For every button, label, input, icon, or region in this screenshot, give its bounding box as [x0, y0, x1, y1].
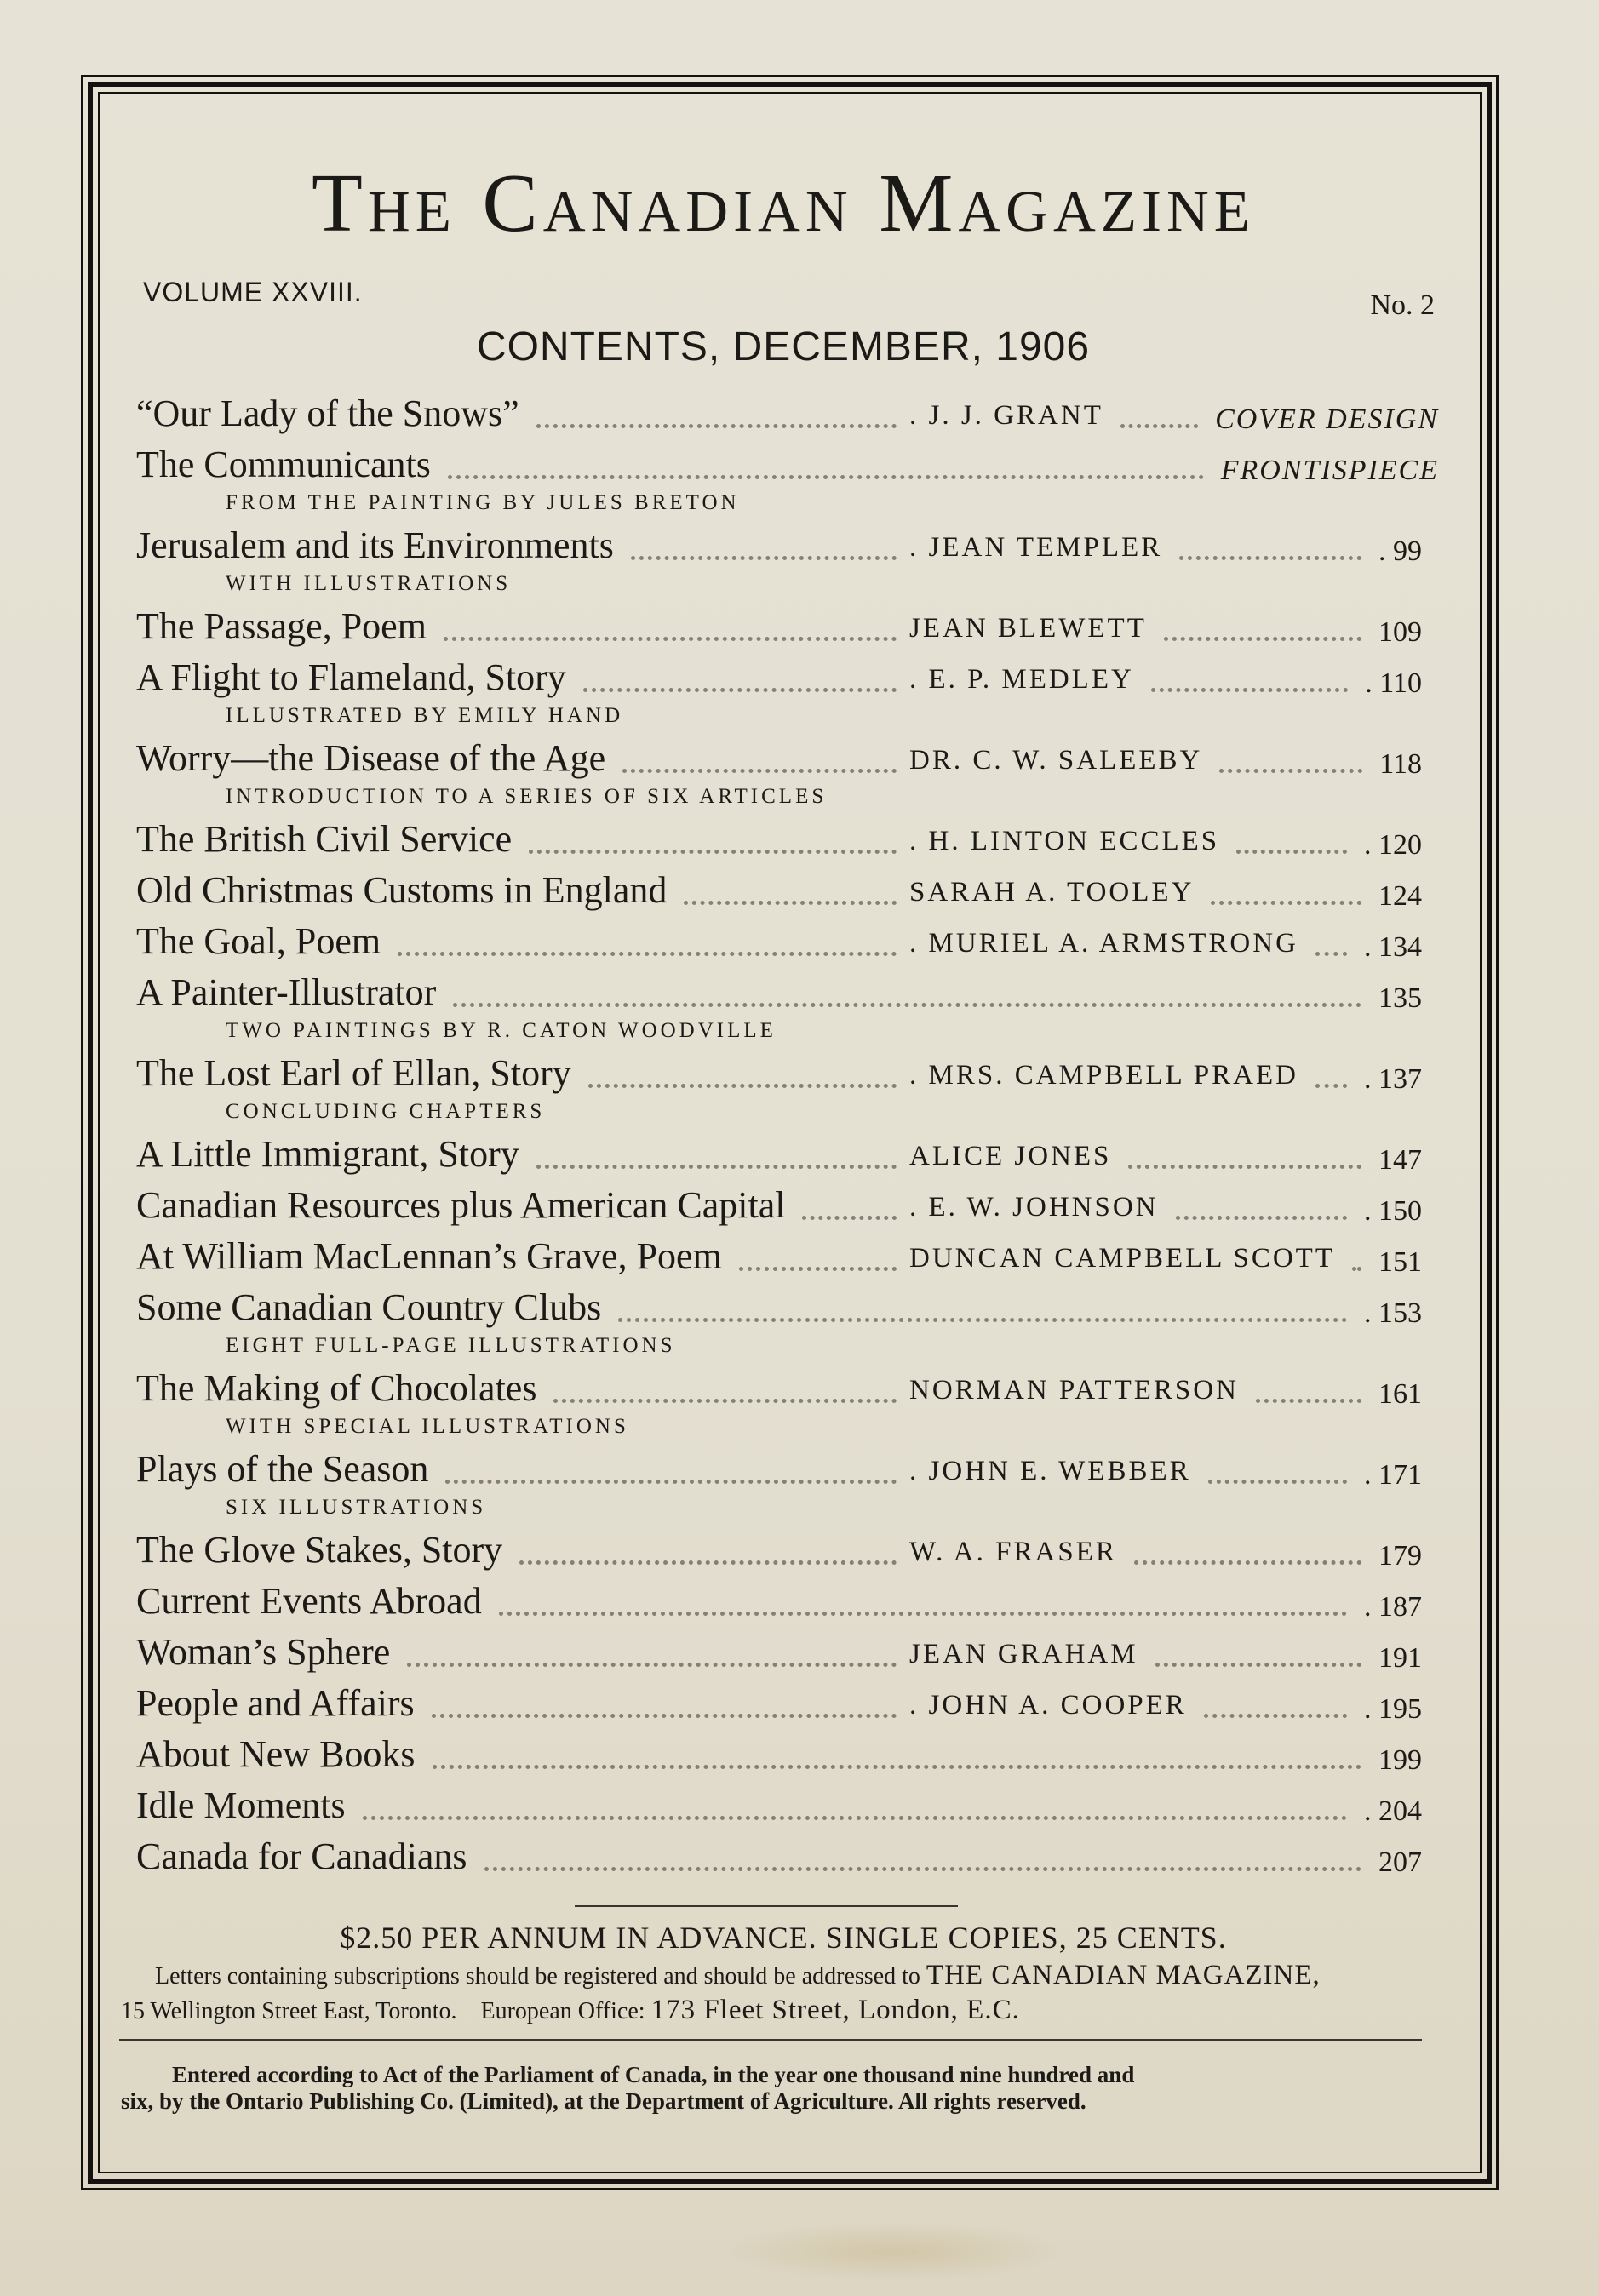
toc-entry	[119, 1234, 1447, 1285]
toc-entry	[119, 1447, 1447, 1519]
toc-entry-title: Old Christmas Customs in England	[136, 869, 668, 911]
toc-entry-title: Some Canadian Country Clubs	[136, 1286, 602, 1328]
leader-dots	[499, 1595, 1347, 1616]
toc-entry-page: . 134	[1364, 931, 1422, 963]
toc-entry-author: W. A. FRASER	[909, 1537, 1117, 1567]
toc-entry-page: . 137	[1364, 1063, 1422, 1095]
leader-dots	[1211, 884, 1361, 905]
toc-entry-author: . MURIEL A. ARMSTRONG	[909, 928, 1298, 959]
toc-entry	[119, 1681, 1447, 1732]
toc-entry	[119, 656, 1447, 727]
toc-entry-subtitle: TWO PAINTINGS BY R. CATON WOODVILLE	[226, 1019, 777, 1042]
paper-stain	[715, 2222, 1073, 2282]
leader-dots	[739, 1250, 897, 1271]
toc-entry-author: . E. W. JOHNSON	[909, 1192, 1159, 1222]
leader-dots	[1128, 1148, 1361, 1169]
toc-entry-page: . 153	[1364, 1297, 1422, 1329]
leader-dots	[536, 1148, 897, 1169]
toc-entry-title: The Goal, Poem	[136, 920, 381, 962]
toc-entry-subtitle: INTRODUCTION TO A SERIES OF SIX ARTICLES	[226, 785, 828, 808]
leader-dots	[1315, 935, 1347, 956]
subscription-notice	[121, 1958, 1419, 2029]
leader-dots	[1315, 1067, 1347, 1088]
toc-entry-page: 135	[1378, 982, 1422, 1014]
toc-entry-title: A Flight to Flameland, Story	[136, 656, 566, 698]
letters-address: 15 Wellington Street East, Toronto.	[121, 1998, 457, 2025]
toc-entry-page: 179	[1378, 1540, 1422, 1572]
toc-entry-title: “Our Lady of the Snows”	[136, 392, 519, 434]
leader-dots	[519, 1543, 897, 1565]
leader-dots	[1155, 1646, 1361, 1667]
toc-entry	[119, 919, 1447, 971]
toc-entry-title: The Lost Earl of Ellan, Story	[136, 1052, 571, 1094]
toc-entry-page: COVER DESIGN	[1215, 404, 1439, 435]
toc-entry	[119, 1579, 1447, 1630]
toc-entry	[119, 1366, 1447, 1438]
toc-entry	[119, 443, 1447, 514]
toc-entry-author: . H. LINTON ECCLES	[909, 826, 1220, 856]
toc-entry	[119, 392, 1447, 443]
leader-dots	[1208, 1463, 1347, 1484]
toc-entry-page: . 99	[1378, 535, 1422, 567]
leader-dots	[1352, 1250, 1361, 1271]
issue-number: No. 2	[1370, 289, 1435, 321]
toc-entry-subtitle: WITH SPECIAL ILLUSTRATIONS	[226, 1415, 629, 1438]
toc-entry-page: 161	[1378, 1378, 1422, 1410]
toc-entry-page: 207	[1378, 1847, 1422, 1878]
toc-entry-subtitle: ILLUSTRATED BY EMILY HAND	[226, 704, 624, 727]
toc-entry-title: A Painter-Illustrator	[136, 971, 437, 1013]
toc-entry	[119, 736, 1447, 808]
leader-dots	[444, 620, 897, 641]
leader-dots	[453, 986, 1361, 1007]
leader-dots	[583, 671, 897, 692]
leader-dots	[1219, 752, 1362, 773]
leader-dots	[398, 935, 897, 956]
toc-entry-subtitle: WITH ILLUSTRATIONS	[226, 572, 512, 595]
toc-entry-title: The Making of Chocolates	[136, 1367, 537, 1409]
toc-entry-author: . JOHN E. WEBBER	[909, 1456, 1191, 1486]
toc-entry-title: Current Events Abroad	[136, 1580, 482, 1622]
toc-entry-title: Idle Moments	[136, 1784, 346, 1826]
subscription-price: $2.50 PER ANNUM IN ADVANCE. SINGLE COPIES, 25 CENTS.	[340, 1921, 1227, 1955]
toc-entry-title: Plays of the Season	[136, 1448, 429, 1490]
toc-entry-title: People and Affairs	[136, 1682, 415, 1724]
footer-divider	[119, 2039, 1422, 2041]
toc-entry-page: FRONTISPIECE	[1220, 455, 1439, 486]
toc-entry-title: Jerusalem and its Environments	[136, 524, 614, 566]
toc-entry-page: 109	[1378, 616, 1422, 648]
toc-entry-page: 151	[1378, 1246, 1422, 1278]
leader-dots	[1176, 1199, 1347, 1220]
toc-entry-author: DR. C. W. SALEEBY	[909, 745, 1203, 776]
toc-entry	[119, 1051, 1447, 1123]
toc-entry-author: DUNCAN CAMPBELL SCOTT	[909, 1243, 1335, 1274]
toc-entry	[119, 1630, 1447, 1681]
letters-magazine-name: THE CANADIAN MAGAZINE,	[926, 1960, 1321, 1990]
toc-entry-subtitle: SIX ILLUSTRATIONS	[226, 1496, 487, 1519]
toc-entry-page: . 120	[1364, 829, 1422, 861]
toc-entry-page: 147	[1378, 1144, 1422, 1176]
leader-dots	[684, 884, 897, 905]
toc-entry-author: . E. P. MEDLEY	[909, 664, 1134, 695]
leader-dots	[448, 458, 1204, 479]
copyright-notice	[121, 2062, 1419, 2115]
toc-entry-subtitle: FROM THE PAINTING BY JULES BRETON	[226, 491, 740, 514]
toc-entry-title: Worry—the Disease of the Age	[136, 737, 606, 779]
price-divider	[575, 1905, 958, 1907]
leader-dots	[553, 1382, 897, 1403]
toc-entry-title: The British Civil Service	[136, 818, 513, 860]
leader-dots	[1179, 539, 1361, 560]
toc-entry-author: ALICE JONES	[909, 1141, 1112, 1171]
copyright-line-2: six, by the Ontario Publishing Co. (Limited), at the Department of Agriculture. All rights reserved.	[121, 2088, 1086, 2115]
toc-entry-subtitle: EIGHT FULL-PAGE ILLUSTRATIONS	[226, 1334, 676, 1357]
toc-entry	[119, 1285, 1447, 1357]
leader-dots	[1204, 1697, 1347, 1718]
leader-dots	[1236, 833, 1347, 854]
toc-entry-title: Canadian Resources plus American Capital	[136, 1184, 786, 1226]
leader-dots	[1120, 407, 1198, 428]
leader-dots	[631, 539, 897, 560]
toc-entry-author: . J. J. GRANT	[909, 400, 1103, 431]
leader-dots	[588, 1067, 897, 1088]
letters-text-1: Letters containing subscriptions should be registered and should be addressed to	[155, 1963, 920, 1990]
leader-dots	[802, 1199, 897, 1220]
leader-dots	[1256, 1382, 1361, 1403]
toc-entry	[119, 1784, 1447, 1835]
leader-dots	[432, 1697, 897, 1718]
toc-entry-page: 191	[1378, 1642, 1422, 1674]
copyright-line-1: Entered according to Act of the Parliament of Canada, in the year one thousand nine hundred and	[172, 2062, 1135, 2087]
toc-entry	[119, 524, 1447, 595]
toc-entry	[119, 1732, 1447, 1784]
leader-dots	[1164, 620, 1361, 641]
volume-label: VOLUME XXVIII.	[143, 277, 363, 307]
toc-entry-title: The Passage, Poem	[136, 605, 427, 647]
toc-entry-author: . JOHN A. COOPER	[909, 1690, 1187, 1721]
toc-entry-page: . 150	[1364, 1195, 1422, 1227]
toc-entry-title: The Glove Stakes, Story	[136, 1529, 503, 1571]
leader-dots	[363, 1799, 1347, 1820]
leader-dots	[445, 1463, 897, 1484]
toc-entry-author: JEAN BLEWETT	[909, 613, 1147, 644]
toc-entry	[119, 1528, 1447, 1579]
toc-entry	[119, 817, 1447, 868]
leader-dots	[484, 1850, 1361, 1871]
toc-entry-page: . 187	[1364, 1591, 1422, 1623]
toc-entry-author: . MRS. CAMPBELL PRAED	[909, 1060, 1298, 1091]
toc-entry-page: . 204	[1364, 1795, 1422, 1827]
toc-entry-title: At William MacLennan’s Grave, Poem	[136, 1235, 722, 1277]
toc-entry-page: 199	[1378, 1744, 1422, 1776]
toc-entry-author: SARAH A. TOOLEY	[909, 877, 1195, 908]
letters-european-address: 173 Fleet Street, London, E.C.	[650, 1995, 1020, 2026]
leader-dots	[407, 1646, 897, 1667]
toc-entry-page: . 171	[1364, 1459, 1422, 1491]
leader-dots	[536, 407, 897, 428]
contents-heading: CONTENTS, DECEMBER, 1906	[476, 324, 1091, 369]
toc-entry-page: . 195	[1364, 1693, 1422, 1725]
toc-entry-page: 124	[1378, 880, 1422, 912]
toc-entry-title: Woman’s Sphere	[136, 1631, 391, 1673]
toc-entry-author: . JEAN TEMPLER	[909, 532, 1163, 563]
toc-entry-page: 118	[1379, 748, 1422, 780]
toc-entry-title: About New Books	[136, 1733, 416, 1775]
toc-entry-title: The Communicants	[136, 444, 431, 485]
leader-dots	[433, 1748, 1361, 1769]
leader-dots	[618, 1301, 1347, 1322]
leader-dots	[622, 752, 897, 773]
toc-entry-page: . 110	[1365, 667, 1422, 699]
toc-entry-title: A Little Immigrant, Story	[136, 1133, 519, 1175]
toc-entry	[119, 1183, 1447, 1234]
toc-entry-subtitle: CONCLUDING CHAPTERS	[226, 1100, 546, 1123]
toc-entry	[119, 868, 1447, 919]
leader-dots	[1151, 671, 1348, 692]
contents-page	[119, 111, 1447, 2154]
toc-entry-title: Canada for Canadians	[136, 1835, 467, 1877]
toc-entry	[119, 1835, 1447, 1886]
toc-entry-author: NORMAN PATTERSON	[909, 1375, 1239, 1406]
magazine-title: The Canadian Magazine	[312, 157, 1255, 249]
letters-european-label: European Office:	[480, 1998, 645, 2025]
toc-entry	[119, 1132, 1447, 1183]
leader-dots	[1134, 1543, 1361, 1565]
toc-entry-author: JEAN GRAHAM	[909, 1639, 1138, 1669]
toc-entry	[119, 604, 1447, 656]
toc-entry	[119, 971, 1447, 1042]
leader-dots	[529, 833, 897, 854]
